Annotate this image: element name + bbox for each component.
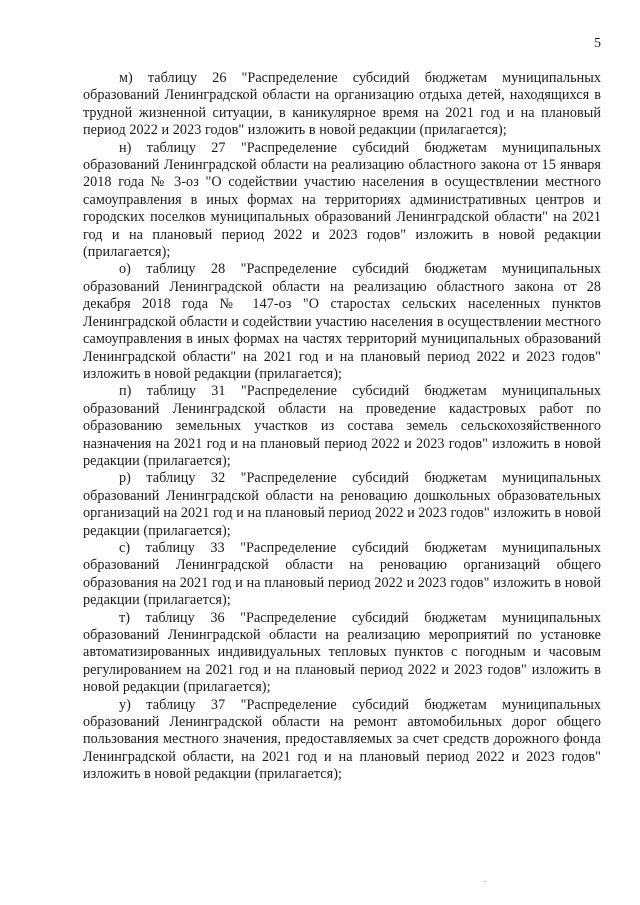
list-item-s: с) таблицу 33 "Распределение субсидий бюджетам муниципальных образований Ленинградской области на реновацию организаций общего образования на 2021 год и на плановый период 2022 и 2023 годов" изложить в новой редакции (прилагается); bbox=[83, 539, 601, 609]
list-item-u: у) таблицу 37 "Распределение субсидий бюджетам муниципальных образований Ленинградской области на ремонт автомобильных дорог общего пользования местного значения, предоставляемых за счет средств дорожного фонда Ленинградской области, на 2021 год и на плановый период 2022 и 2023 годов" изложить в новой редакции (прилагается); bbox=[83, 696, 601, 783]
document-body bbox=[83, 70, 601, 784]
page-number: 5 bbox=[594, 36, 601, 51]
scan-speck bbox=[484, 881, 486, 882]
list-item-r: р) таблицу 32 "Распределение субсидий бюджетам муниципальных образований Ленинградской области на реновацию дошкольных образовательных организаций на 2021 год и на плановый период 2022 и 2023 годов" изложить в новой редакции (прилагается); bbox=[83, 470, 601, 539]
list-item-n: н) таблицу 27 "Распределение субсидий бюджетам муниципальных образований Ленинградской области на реализацию областного закона от 15 января 2018 года № 3-оз "О содействии участию населения в осуществлении местного самоуправления в иных формах на территориях административных центров и городских поселков муниципальных образований Ленинградской области" на 2021 год и на плановый период 2022 и 2023 годов" изложить в новой редакции (прилагается); bbox=[83, 139, 601, 261]
list-item-t: т) таблицу 36 "Распределение субсидий бюджетам муниципальных образований Ленинградской области на реализацию мероприятий по установке автоматизированных индивидуальных тепловых пунктов с погодным и часовым регулированием на 2021 год и на плановый период 2022 и 2023 годов" изложить в новой редакции (прилагается); bbox=[83, 609, 601, 696]
list-item-p: п) таблицу 31 "Распределение субсидий бюджетам муниципальных образований Ленинградской области на проведение кадастровых работ по образованию земельных участков из состава земель сельскохозяйственного назначения на 2021 год и на плановый период 2022 и 2023 годов" изложить в новой редакции (прилагается); bbox=[83, 383, 601, 469]
list-item-m: м) таблицу 26 "Распределение субсидий бюджетам муниципальных образований Ленинградской области на организацию отдыха детей, находящихся в трудной жизненной ситуации, в каникулярное время на 2021 год и на плановый период 2022 и 2023 годов" изложить в новой редакции (прилагается); bbox=[83, 70, 601, 139]
list-item-o: о) таблицу 28 "Распределение субсидий бюджетам муниципальных образований Ленинградской области на реализацию областного закона от 28 декабря 2018 года № 147-оз "О старостах сельских населенных пунктов Ленинградской области и содействии участию населения в осуществлении местного самоуправления в иных формах на частях территорий муниципальных образований Ленинградской области" на 2021 год и на плановый период 2022 и 2023 годов" изложить в новой редакции (прилагается); bbox=[83, 261, 601, 382]
